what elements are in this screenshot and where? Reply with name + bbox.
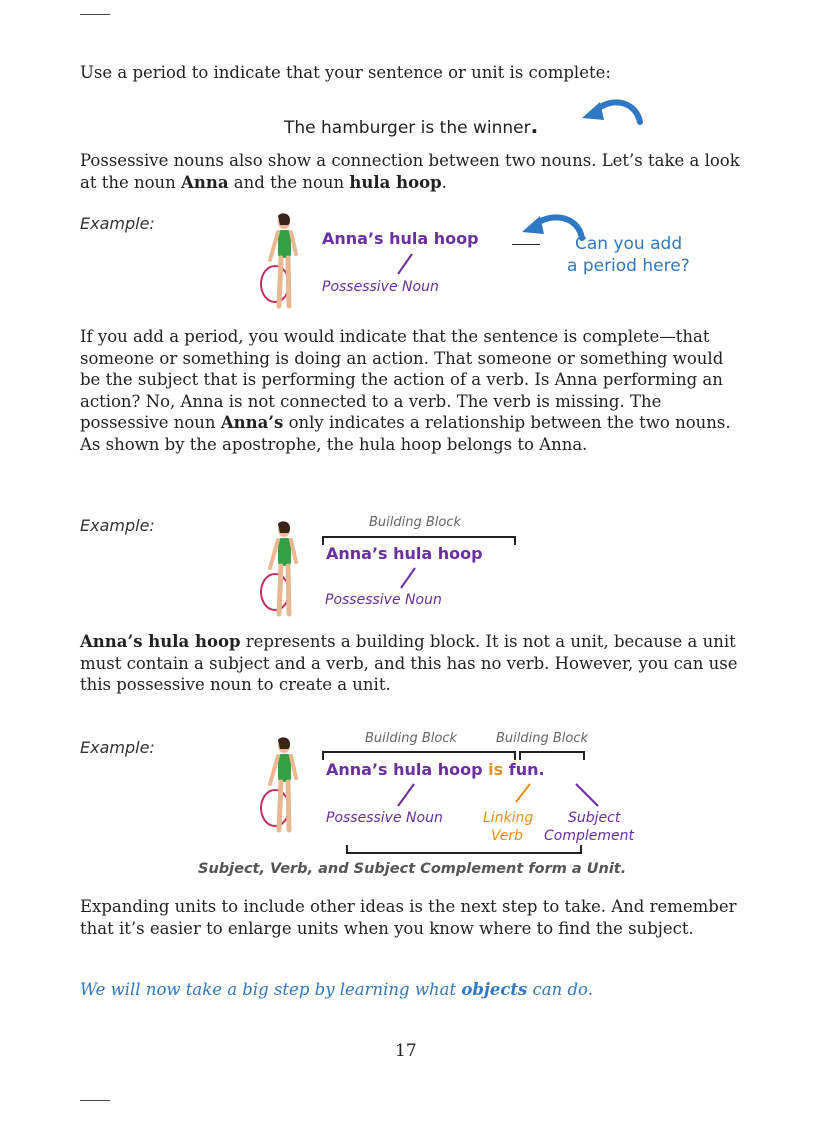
ex3-possessive-label: Possessive Noun	[326, 810, 443, 826]
ex1-question-line-2: a period here?	[567, 256, 690, 276]
hula-hoop-girl-illustration-1	[258, 212, 306, 312]
ex3-verb: is	[488, 760, 504, 779]
intro-text: Use a period to indicate that your sentence or unit is complete:	[80, 63, 611, 82]
ex3-unit-bracket	[346, 845, 582, 854]
ex2-building-block-label: Building Block	[369, 515, 462, 530]
crop-mark-top	[80, 14, 110, 15]
winner-period: .	[530, 114, 539, 138]
period-text-2: only indicates a relationship between the two nouns. As shown by the apostrophe, the hula hoop belongs to Anna.	[80, 413, 731, 454]
block-text-1: represents a building block. It is not a unit, because a unit must contain a subject and a verb, and this has no verb. However, you can use this possessive noun to create a unit.	[80, 632, 738, 694]
closing-text-2: can do.	[527, 980, 593, 999]
winner-sentence-text: The hamburger is the winner	[284, 118, 531, 138]
ex3-verb-label: Verb	[491, 828, 524, 844]
example-label-3: Example:	[80, 738, 155, 757]
hula-hoop-girl-illustration-2	[258, 520, 306, 620]
closing-line	[80, 980, 740, 999]
possessive-bold-hula-hoop: hula hoop	[349, 172, 442, 192]
ex1-question-line-1: Can you add	[575, 234, 683, 254]
ex3-building-block-bracket-2	[519, 751, 585, 760]
ex2-possessive-label: Possessive Noun	[325, 592, 442, 608]
closing-bold-objects: objects	[461, 980, 528, 999]
hula-hoop-girl-illustration-3	[258, 736, 306, 836]
ex3-unit-caption: Subject, Verb, and Subject Complement form a Unit.	[198, 861, 627, 877]
ex3-building-block-bracket-1	[322, 751, 516, 760]
ex3-building-block-label-1: Building Block	[365, 731, 458, 746]
block-bold-phrase: Anna’s hula hoop	[80, 632, 241, 651]
curved-arrow-icon	[578, 92, 648, 132]
example-label-2: Example:	[80, 516, 155, 535]
period-paragraph	[80, 326, 740, 455]
ex3-pointer-lines	[390, 782, 610, 812]
ex1-phrase: Anna’s hula hoop	[322, 229, 479, 248]
ex1-possessive-label: Possessive Noun	[322, 279, 439, 295]
ex3-complement-label: Complement	[544, 828, 634, 844]
period-bold-annas: Anna’s	[220, 413, 284, 432]
ex2-pointer-line	[398, 566, 418, 590]
ex3-linking-label: Linking	[483, 810, 534, 826]
closing-text-1: We will now take a big step by learning what	[80, 980, 462, 999]
building-block-paragraph	[80, 631, 740, 696]
ex1-pointer-line	[395, 252, 415, 276]
possessive-paragraph	[80, 150, 740, 193]
possessive-text-1: Possessive nouns also show a connection between two nouns. Let’s take a look at the noun	[80, 151, 740, 192]
crop-mark-bottom	[80, 1100, 110, 1101]
ex3-sentence	[326, 760, 545, 779]
period-text-1: If you add a period, you would indicate that the sentence is complete—that someone or something is doing an action. That someone or something would be the subject that is performing the action of a verb. Is Anna performing an action? No, Anna is not connected to a verb. The verb is missing. The possessive noun	[80, 327, 724, 432]
possessive-text-3: .	[441, 172, 447, 192]
winner-sentence	[284, 114, 538, 138]
expanding-paragraph: Expanding units to include other ideas is the next step to take. And remember that it’s easier to enlarge units when you know where to find the subject.	[80, 897, 737, 938]
ex3-building-block-label-2: Building Block	[496, 731, 589, 746]
ex3-complement: fun.	[508, 760, 545, 779]
example-label-1: Example:	[80, 214, 155, 233]
ex1-blank-line	[512, 244, 540, 245]
ex3-phrase: Anna’s hula hoop	[326, 760, 483, 779]
ex2-phrase: Anna’s hula hoop	[326, 544, 483, 563]
possessive-text-2: and the noun	[228, 172, 350, 192]
page-number: 17	[395, 1041, 417, 1061]
ex3-subject-label: Subject	[568, 810, 621, 826]
possessive-bold-anna: Anna	[181, 172, 229, 192]
